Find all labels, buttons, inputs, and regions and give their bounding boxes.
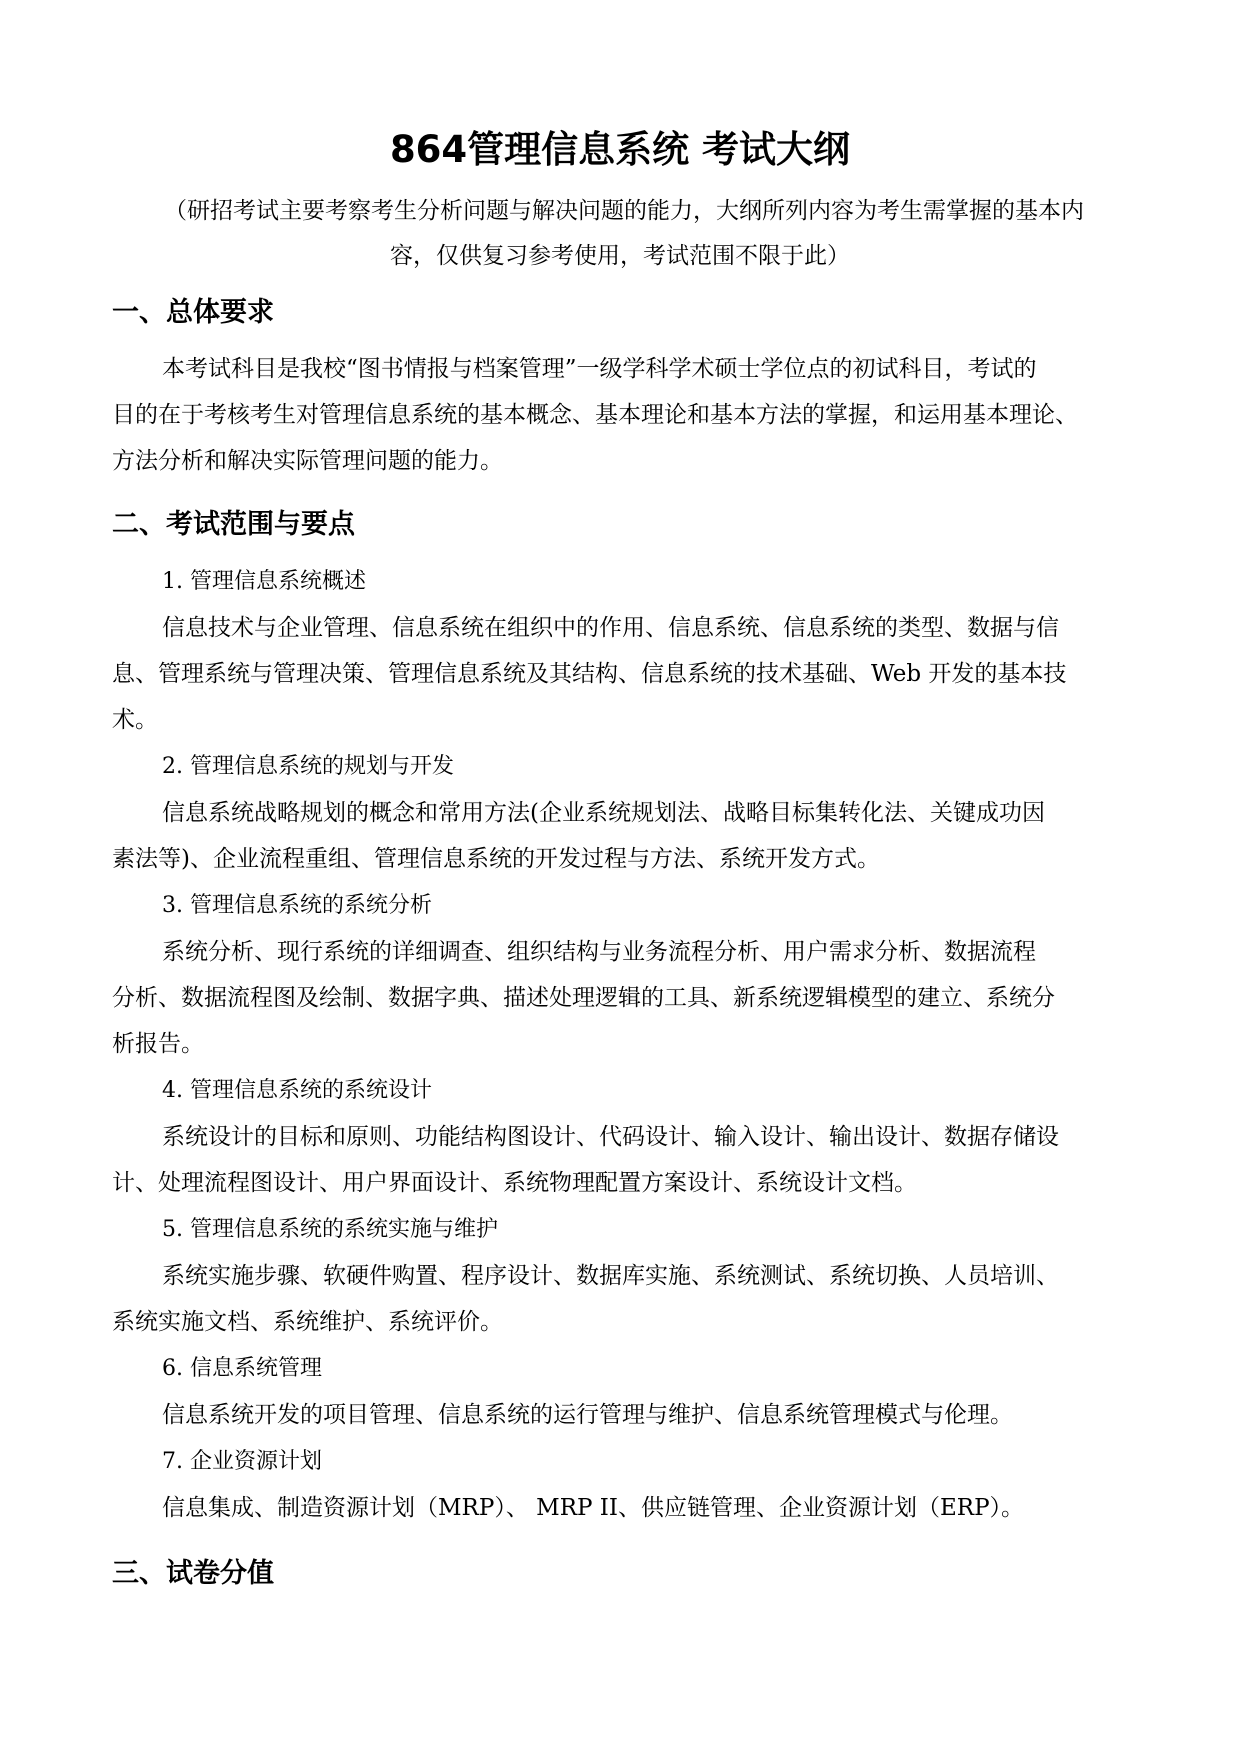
item-title: 7. 企业资源计划 <box>162 1449 322 1474</box>
item-line: 系统实施文档、系统维护、系统评价。 <box>112 1309 503 1335</box>
subtitle-line-1: （研招考试主要考察考生分析问题与解决问题的能力，大纲所列内容为考生需掌握的基本内 <box>164 198 1084 224</box>
section-heading-general-requirements: 一、总体要求 <box>112 297 274 328</box>
item-title: 2. 管理信息系统的规划与开发 <box>162 754 454 779</box>
item-title: 1. 管理信息系统概述 <box>162 569 366 594</box>
item-line: 信息系统开发的项目管理、信息系统的运行管理与维护、信息系统管理模式与伦理。 <box>162 1402 1013 1428</box>
section-heading-score: 三、试卷分值 <box>112 1558 274 1589</box>
paragraph-line: 方法分析和解决实际管理问题的能力。 <box>112 448 503 474</box>
item-line: 系统设计的目标和原则、功能结构图设计、代码设计、输入设计、输出设计、数据存储设 <box>162 1124 1059 1150</box>
item-title: 3. 管理信息系统的系统分析 <box>162 893 432 918</box>
paragraph-line: 目的在于考核考生对管理信息系统的基本概念、基本理论和基本方法的掌握，和运用基本理论、 <box>112 402 1078 428</box>
item-title: 5. 管理信息系统的系统实施与维护 <box>162 1217 498 1242</box>
subtitle-line-2: 容，仅供复习参考使用，考试范围不限于此） <box>390 243 850 269</box>
item-line: 析报告。 <box>112 1031 204 1057</box>
section-heading-exam-scope: 二、考试范围与要点 <box>112 509 355 540</box>
item-line: 息、管理系统与管理决策、管理信息系统及其结构、信息系统的技术基础、Web 开发的基本技 <box>112 661 1067 687</box>
item-line: 信息集成、制造资源计划（MRP）、 MRP II、供应链管理、企业资源计划（ERP）。 <box>162 1495 1025 1521</box>
item-title: 4. 管理信息系统的系统设计 <box>162 1078 432 1103</box>
item-line: 系统分析、现行系统的详细调查、组织结构与业务流程分析、用户需求分析、数据流程 <box>162 939 1036 965</box>
document-title: 864管理信息系统 考试大纲 <box>389 128 851 171</box>
item-title: 6. 信息系统管理 <box>162 1356 322 1381</box>
item-line: 信息技术与企业管理、信息系统在组织中的作用、信息系统、信息系统的类型、数据与信 <box>162 615 1059 641</box>
item-line: 信息系统战略规划的概念和常用方法(企业系统规划法、战略目标集转化法、关键成功因 <box>162 800 1045 826</box>
item-line: 分析、数据流程图及绘制、数据字典、描述处理逻辑的工具、新系统逻辑模型的建立、系统分 <box>112 985 1055 1011</box>
paragraph-line: 本考试科目是我校“图书情报与档案管理”一级学科学术硕士学位点的初试科目，考试的 <box>162 356 1037 382</box>
item-line: 术。 <box>112 707 158 733</box>
item-line: 系统实施步骤、软硬件购置、程序设计、数据库实施、系统测试、系统切换、人员培训、 <box>162 1263 1059 1289</box>
item-line: 计、处理流程图设计、用户界面设计、系统物理配置方案设计、系统设计文档。 <box>112 1170 917 1196</box>
item-line: 素法等)、企业流程重组、管理信息系统的开发过程与方法、系统开发方式。 <box>112 846 880 872</box>
